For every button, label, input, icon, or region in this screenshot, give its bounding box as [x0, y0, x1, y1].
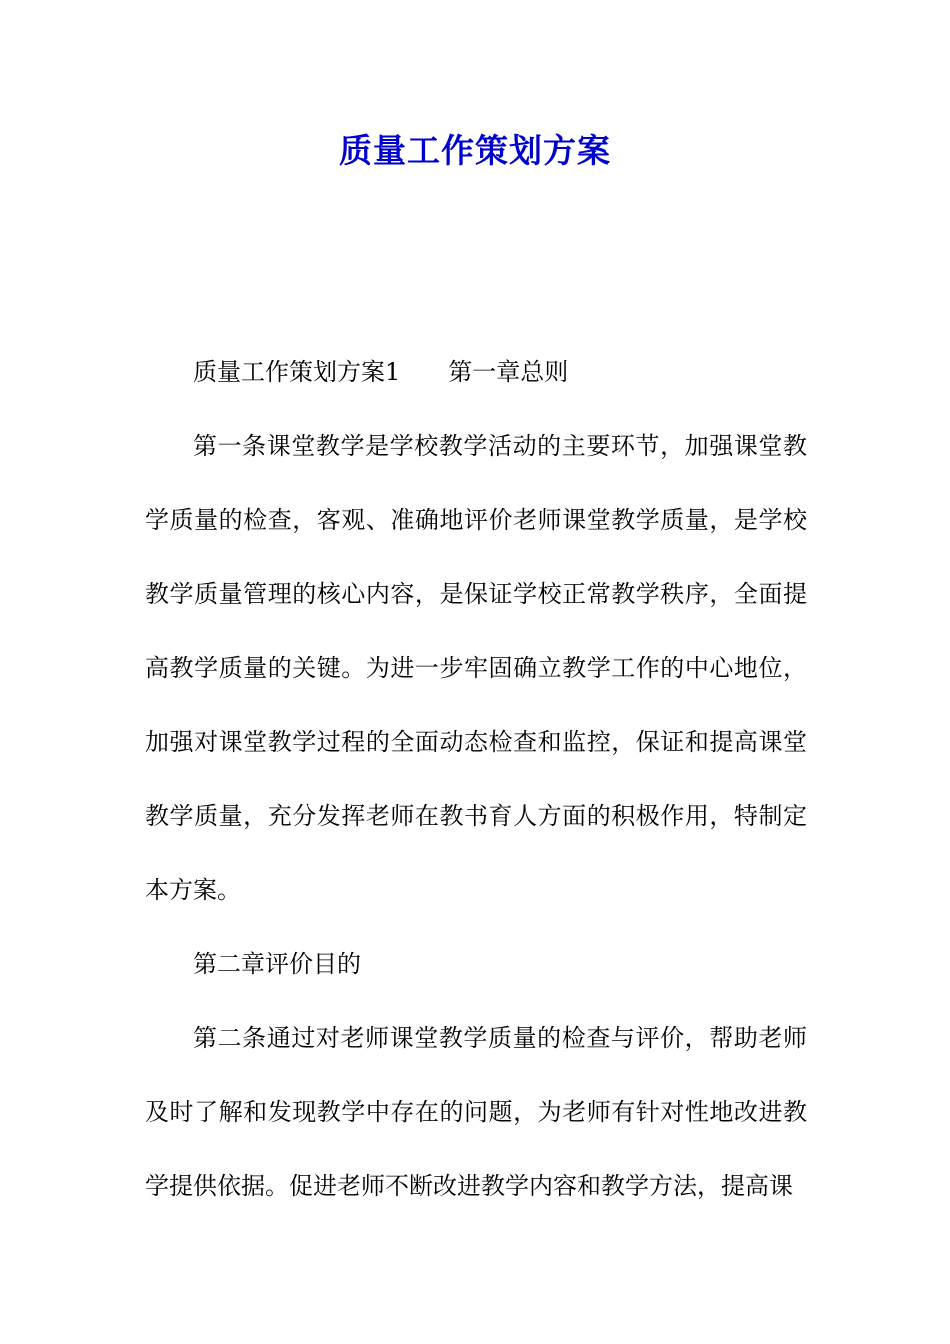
document-body [145, 335, 807, 1223]
document-title: 质量工作策划方案 [339, 131, 611, 170]
paragraph-article-2: 第二条通过对老师课堂教学质量的检查与评价，帮助老师及时了解和发现教学中存在的问题，为老师有针对性地改进教学提供依据。促进老师不断改进教学内容和教学方法，提高课 [145, 1024, 807, 1200]
paragraph-lead: 质量工作策划方案1 [193, 358, 401, 386]
paragraph-heading-chapter-1 [145, 335, 807, 409]
paragraph-heading-chapter-2: 第二章评价目的 [193, 950, 361, 978]
paragraph-article-1: 第一条课堂教学是学校教学活动的主要环节，加强课堂教学质量的检查，客观、准确地评价老师课堂教学质量，是学校教学质量管理的核心内容，是保证学校正常教学秩序，全面提高教学质量的关键。为进一步牢固确立教学工作的中心地位，加强对课堂教学过程的全面动态检查和监控，保证和提高课堂教学质量，充分发挥老师在教书育人方面的积极作用，特制定本方案。 [145, 432, 807, 904]
paragraph-text: 第一章总则 [448, 358, 569, 386]
